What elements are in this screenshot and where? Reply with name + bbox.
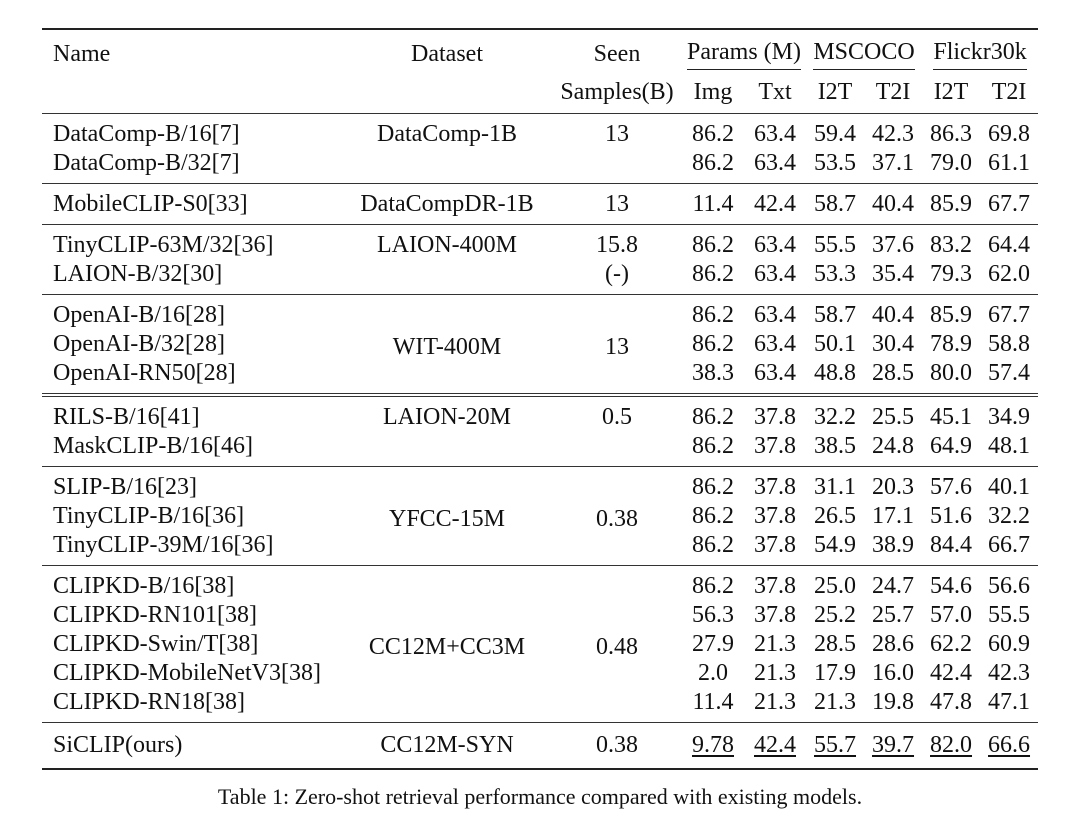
model-name: CLIPKD-Swin/T[38] — [53, 631, 259, 657]
flickr-t2i-cell: 62.0 — [988, 261, 1031, 287]
txt-cell: 63.4 — [754, 360, 796, 386]
model-name: DataComp-B/32[7] — [53, 150, 240, 176]
coco-t2i-cell: 35.4 — [872, 261, 915, 287]
header-row-2 — [42, 76, 1038, 114]
flickr-i2t-cell: 86.3 — [922, 114, 980, 150]
img-cell: 86.2 — [692, 261, 734, 287]
txt-cell: 42.4 — [744, 723, 806, 770]
flickr-i2t-cell: 42.4 — [930, 660, 973, 686]
img-cell: 86.2 — [692, 503, 734, 529]
flickr-t2i-cell: 66.6 — [980, 723, 1038, 770]
coco-t2i-cell: 24.7 — [864, 566, 922, 602]
flickr-t2i-cell: 69.8 — [980, 114, 1038, 150]
model-name: CLIPKD-MobileNetV3[38] — [53, 660, 321, 686]
img-cell: 86.2 — [682, 295, 744, 331]
model-name: CLIPKD-RN18[38] — [53, 689, 245, 715]
coco-i2t-cell: 58.7 — [806, 184, 864, 225]
img-cell: 9.78 — [682, 723, 744, 770]
flickr-i2t-cell: 62.2 — [930, 631, 973, 657]
flickr-t2i-cell: 66.7 — [988, 532, 1031, 558]
model-name: DataComp-B/16[7] — [42, 114, 342, 150]
flickr-t2i-cell: 58.8 — [988, 331, 1031, 357]
header-mscoco: MSCOCO — [806, 29, 922, 76]
seen-cell: 0.38 — [552, 467, 682, 566]
dataset-cell: LAION-20M — [342, 395, 552, 467]
txt-cell: 63.4 — [754, 150, 796, 176]
table-row — [42, 114, 1038, 150]
header-dataset: Dataset — [342, 29, 552, 76]
table-row — [42, 295, 1038, 331]
flickr-t2i-cell: 61.1 — [988, 150, 1031, 176]
flickr-t2i-cell: 64.4 — [980, 225, 1038, 261]
txt-cell: 42.4 — [744, 184, 806, 225]
coco-i2t-cell: 53.3 — [814, 261, 857, 287]
img-cell: 86.2 — [682, 225, 744, 261]
img-cell: 86.2 — [692, 433, 734, 459]
coco-t2i-cell: 30.4 — [872, 331, 915, 357]
flickr-i2t-cell: 51.6 — [930, 503, 973, 529]
table-row — [42, 395, 1038, 432]
seen-cell: 13 — [552, 114, 682, 184]
img-cell: 27.9 — [692, 631, 734, 657]
dataset-cell: DataCompDR-1B — [342, 184, 552, 225]
header-row-1 — [42, 29, 1038, 76]
flickr-i2t-cell: 79.0 — [930, 150, 973, 176]
img-cell: 38.3 — [692, 360, 734, 386]
model-name: OpenAI-RN50[28] — [53, 360, 236, 386]
img-cell: 86.2 — [682, 114, 744, 150]
dataset-cell: YFCC-15M — [342, 467, 552, 566]
seen-cell: 0.38 — [552, 723, 682, 770]
model-name: OpenAI-B/32[28] — [53, 331, 225, 357]
coco-t2i-cell: 38.9 — [872, 532, 915, 558]
table-row-ours — [42, 723, 1038, 770]
flickr-i2t-cell: 47.8 — [930, 689, 973, 715]
coco-t2i-cell: 39.7 — [864, 723, 922, 770]
txt-cell: 21.3 — [754, 631, 796, 657]
dataset-cell: DataComp-1B — [342, 114, 552, 184]
coco-i2t-cell: 53.5 — [814, 150, 857, 176]
seen-cell: 0.48 — [552, 566, 682, 723]
coco-t2i-cell: 19.8 — [872, 689, 915, 715]
model-name: LAION-B/32[30] — [53, 261, 223, 287]
seen-cell: 0.5 — [552, 395, 682, 467]
header-seen: Seen — [552, 29, 682, 76]
header-coco-t2i: T2I — [864, 76, 922, 114]
txt-cell: 21.3 — [754, 689, 796, 715]
flickr-t2i-cell: 34.9 — [980, 395, 1038, 432]
txt-cell: 37.8 — [754, 433, 796, 459]
coco-t2i-cell: 20.3 — [864, 467, 922, 503]
dataset-cell: WIT-400M — [342, 295, 552, 396]
flickr-t2i-cell: 67.7 — [980, 295, 1038, 331]
img-cell: 56.3 — [692, 602, 734, 628]
flickr-t2i-cell: 42.3 — [988, 660, 1031, 686]
flickr-i2t-cell: 45.1 — [922, 395, 980, 432]
coco-t2i-cell: 42.3 — [864, 114, 922, 150]
header-flickr-t2i: T2I — [980, 76, 1038, 114]
header-flickr: Flickr30k — [922, 29, 1038, 76]
flickr-t2i-cell: 32.2 — [988, 503, 1031, 529]
flickr-i2t-cell: 54.6 — [922, 566, 980, 602]
flickr-i2t-cell: 84.4 — [930, 532, 973, 558]
txt-cell: 63.4 — [754, 261, 796, 287]
table-row — [42, 467, 1038, 503]
table-row — [42, 566, 1038, 602]
txt-cell: 63.4 — [754, 331, 796, 357]
flickr-i2t-cell: 85.9 — [922, 295, 980, 331]
txt-cell: 37.8 — [754, 532, 796, 558]
coco-i2t-cell: 26.5 — [814, 503, 857, 529]
img-cell: 86.2 — [692, 150, 734, 176]
model-name: SiCLIP(ours) — [42, 723, 342, 770]
img-cell: 11.4 — [692, 689, 734, 715]
coco-i2t-cell: 21.3 — [814, 689, 857, 715]
model-name: TinyCLIP-63M/32[36] — [42, 225, 342, 261]
flickr-t2i-cell: 57.4 — [988, 360, 1031, 386]
coco-i2t-cell: 59.4 — [806, 114, 864, 150]
coco-i2t-cell: 55.5 — [806, 225, 864, 261]
coco-t2i-cell: 37.1 — [872, 150, 915, 176]
coco-i2t-cell: 31.1 — [806, 467, 864, 503]
flickr-i2t-cell: 64.9 — [930, 433, 973, 459]
header-img: Img — [682, 76, 744, 114]
flickr-i2t-cell: 80.0 — [930, 360, 973, 386]
model-name: CLIPKD-B/16[38] — [42, 566, 342, 602]
coco-i2t-cell: 48.8 — [814, 360, 857, 386]
txt-cell: 37.8 — [754, 602, 796, 628]
coco-i2t-cell: 38.5 — [814, 433, 857, 459]
coco-t2i-cell: 24.8 — [872, 433, 915, 459]
flickr-t2i-cell: 48.1 — [988, 433, 1031, 459]
coco-t2i-cell: 16.0 — [872, 660, 915, 686]
img-cell: 86.2 — [692, 532, 734, 558]
coco-i2t-cell: 25.2 — [814, 602, 857, 628]
flickr-i2t-cell: 83.2 — [922, 225, 980, 261]
flickr-i2t-cell: 57.6 — [922, 467, 980, 503]
model-name: SLIP-B/16[23] — [42, 467, 342, 503]
model-name: TinyCLIP-B/16[36] — [53, 503, 245, 529]
dataset-cell: LAION-400M — [342, 225, 552, 295]
flickr-i2t-cell: 85.9 — [922, 184, 980, 225]
coco-i2t-cell: 32.2 — [806, 395, 864, 432]
coco-t2i-cell: 28.6 — [872, 631, 915, 657]
header-seen-samples: Samples(B) — [552, 76, 682, 114]
flickr-t2i-cell: 56.6 — [980, 566, 1038, 602]
txt-cell: 37.8 — [744, 467, 806, 503]
flickr-t2i-cell: 40.1 — [980, 467, 1038, 503]
img-cell: 86.2 — [682, 467, 744, 503]
header-params: Params (M) — [682, 29, 806, 76]
header-coco-i2t: I2T — [806, 76, 864, 114]
coco-t2i-cell: 40.4 — [864, 184, 922, 225]
coco-i2t-cell: 55.7 — [806, 723, 864, 770]
model-name: CLIPKD-RN101[38] — [53, 602, 257, 628]
img-cell: 86.2 — [682, 566, 744, 602]
flickr-t2i-cell: 55.5 — [988, 602, 1031, 628]
flickr-i2t-cell: 79.3 — [930, 261, 973, 287]
coco-i2t-cell: 17.9 — [814, 660, 857, 686]
table-row — [42, 184, 1038, 225]
seen-cell: (-) — [605, 261, 629, 287]
flickr-t2i-cell: 67.7 — [980, 184, 1038, 225]
coco-t2i-cell: 37.6 — [864, 225, 922, 261]
table-caption: Table 1: Zero-shot retrieval performance compared with existing models. — [217, 784, 863, 809]
seen-cell: 13 — [552, 295, 682, 396]
flickr-i2t-cell: 78.9 — [930, 331, 973, 357]
model-name: RILS-B/16[41] — [42, 395, 342, 432]
header-txt: Txt — [744, 76, 806, 114]
coco-t2i-cell: 25.7 — [872, 602, 915, 628]
coco-t2i-cell: 25.5 — [864, 395, 922, 432]
header-flickr-i2t: I2T — [922, 76, 980, 114]
model-name: MobileCLIP-S0[33] — [42, 184, 342, 225]
model-name: MaskCLIP-B/16[46] — [53, 433, 253, 459]
txt-cell: 37.8 — [754, 503, 796, 529]
seen-cell: 13 — [552, 184, 682, 225]
flickr-t2i-cell: 47.1 — [988, 689, 1031, 715]
dataset-cell: CC12M+CC3M — [342, 566, 552, 723]
model-name: TinyCLIP-39M/16[36] — [53, 532, 274, 558]
img-cell: 11.4 — [682, 184, 744, 225]
model-name: OpenAI-B/16[28] — [42, 295, 342, 331]
coco-t2i-cell: 17.1 — [872, 503, 915, 529]
coco-i2t-cell: 58.7 — [806, 295, 864, 331]
coco-i2t-cell: 50.1 — [814, 331, 857, 357]
txt-cell: 21.3 — [754, 660, 796, 686]
flickr-i2t-cell: 82.0 — [922, 723, 980, 770]
img-cell: 2.0 — [698, 660, 728, 686]
seen-cell: 15.8 — [552, 225, 682, 261]
txt-cell: 37.8 — [744, 566, 806, 602]
coco-t2i-cell: 40.4 — [864, 295, 922, 331]
coco-i2t-cell: 28.5 — [814, 631, 857, 657]
results-table — [42, 28, 1038, 770]
header-name: Name — [42, 29, 342, 76]
txt-cell: 63.4 — [744, 295, 806, 331]
txt-cell: 37.8 — [744, 395, 806, 432]
coco-t2i-cell: 28.5 — [872, 360, 915, 386]
flickr-t2i-cell: 60.9 — [988, 631, 1031, 657]
img-cell: 86.2 — [682, 395, 744, 432]
coco-i2t-cell: 54.9 — [814, 532, 857, 558]
dataset-cell: CC12M-SYN — [342, 723, 552, 770]
img-cell: 86.2 — [692, 331, 734, 357]
table-row — [42, 225, 1038, 261]
flickr-i2t-cell: 57.0 — [930, 602, 973, 628]
txt-cell: 63.4 — [744, 114, 806, 150]
coco-i2t-cell: 25.0 — [806, 566, 864, 602]
txt-cell: 63.4 — [744, 225, 806, 261]
